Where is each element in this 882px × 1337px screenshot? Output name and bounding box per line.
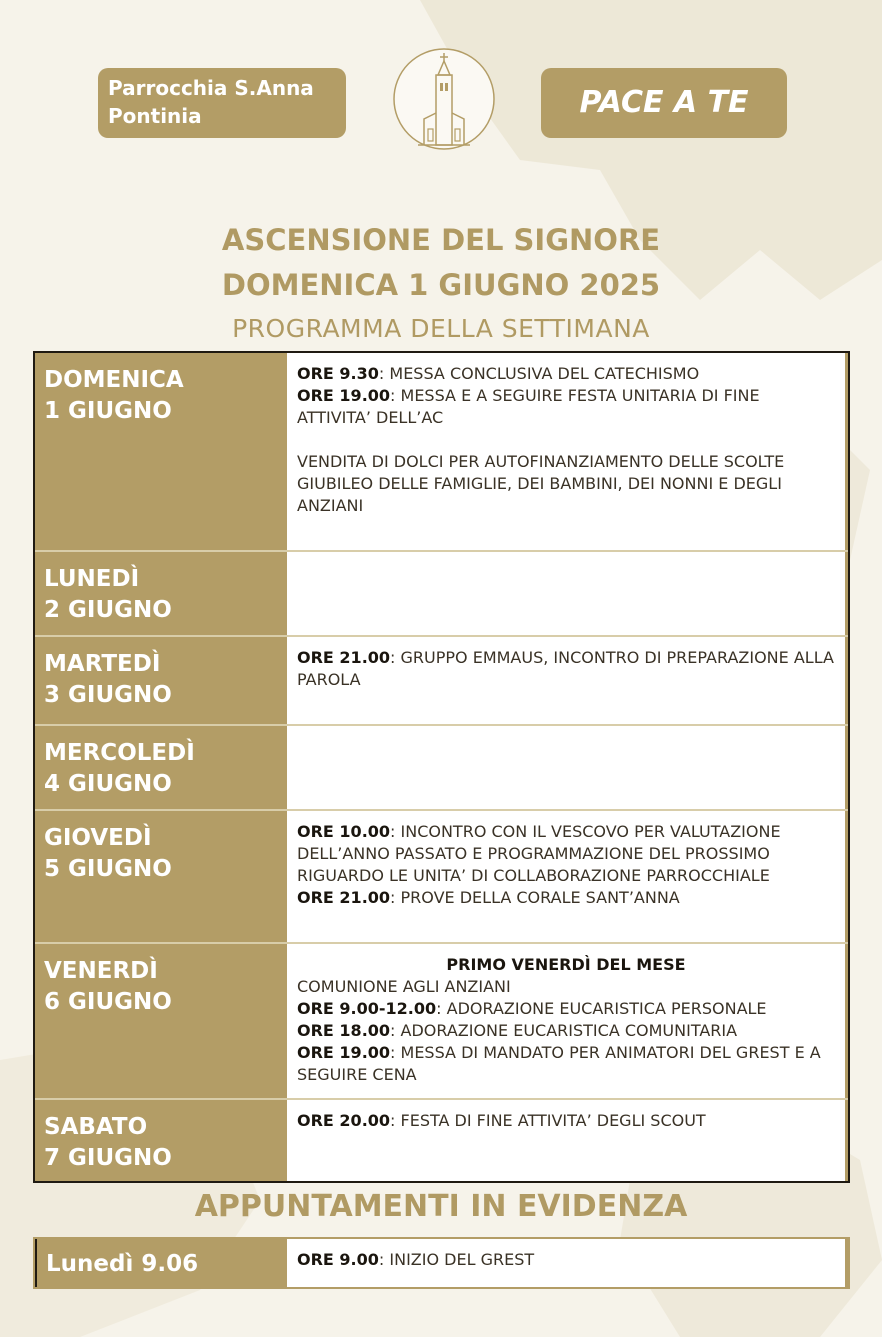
day-cell bbox=[35, 637, 287, 724]
day-cell bbox=[35, 726, 287, 809]
event-text: : FESTA DI FINE ATTIVITA’ DEGLI SCOUT bbox=[390, 1111, 706, 1130]
event-text: : MESSA CONCLUSIVA DEL CATECHISMO bbox=[378, 364, 700, 383]
day-name: LUNEDÌ bbox=[44, 566, 140, 592]
event-note: GIUBILEO DELLE FAMIGLIE, DEI BAMBINI, DEI NONNI E DEGLI ANZIANI bbox=[297, 474, 782, 515]
day-name: MERCOLEDÌ bbox=[44, 740, 195, 766]
day-date: 5 GIUGNO bbox=[44, 856, 172, 882]
church-tower-icon bbox=[392, 47, 496, 151]
day-date: 7 GIUGNO bbox=[44, 1145, 172, 1171]
feast-title: ASCENSIONE DEL SIGNORE bbox=[221, 223, 661, 257]
events-cell bbox=[287, 552, 848, 635]
events-cell bbox=[287, 726, 848, 809]
event-time: ORE 20.00 bbox=[297, 1111, 391, 1130]
parish-town: Pontinia bbox=[108, 104, 202, 128]
event-line bbox=[297, 1020, 835, 1042]
highlight-row bbox=[33, 1237, 850, 1289]
event-line bbox=[297, 887, 835, 909]
schedule-row-mercoledi bbox=[35, 724, 848, 809]
day-name: VENERDÌ bbox=[44, 958, 158, 984]
day-cell bbox=[35, 811, 287, 942]
motto-badge: PACE A TE bbox=[541, 68, 787, 138]
event-line bbox=[297, 647, 835, 691]
day-cell bbox=[35, 552, 287, 635]
schedule-row-domenica bbox=[35, 353, 848, 550]
schedule-row-martedi bbox=[35, 635, 848, 724]
day-date: 6 GIUGNO bbox=[44, 989, 172, 1015]
parish-name-badge bbox=[98, 68, 346, 138]
event-time: ORE 10.00 bbox=[297, 822, 391, 841]
program-subtitle: PROGRAMMA DELLA SETTIMANA bbox=[232, 314, 650, 343]
event-line bbox=[297, 363, 835, 385]
event-text: : MESSA DI MANDATO PER ANIMATORI DEL GREST E A SEGUIRE CENA bbox=[297, 1043, 821, 1084]
events-cell bbox=[287, 353, 848, 550]
events-cell bbox=[287, 637, 848, 724]
event-text: : MESSA E A SEGUIRE FESTA UNITARIA DI FINE ATTIVITA’ DELL’AC bbox=[297, 386, 760, 427]
event-text: : GRUPPO EMMAUS, INCONTRO DI PREPARAZIONE ALLA PAROLA bbox=[297, 648, 834, 689]
day-date: 3 GIUGNO bbox=[44, 682, 172, 708]
day-cell bbox=[35, 353, 287, 550]
day-date: 1 GIUGNO bbox=[44, 398, 172, 424]
event-line bbox=[297, 385, 835, 429]
event-note: VENDITA DI DOLCI PER AUTOFINANZIAMENTO DELLE SCOLTE bbox=[297, 452, 785, 471]
event-time: ORE 9.00-12.00 bbox=[297, 999, 437, 1018]
schedule-row-giovedi bbox=[35, 809, 848, 942]
event-time: ORE 18.00 bbox=[297, 1021, 391, 1040]
day-cell bbox=[35, 944, 287, 1098]
event-heading: PRIMO VENERDÌ DEL MESE bbox=[446, 955, 686, 974]
weekly-schedule-table bbox=[33, 351, 850, 1183]
day-name: SABATO bbox=[44, 1114, 148, 1140]
schedule-row-lunedi bbox=[35, 550, 848, 635]
event-time: ORE 21.00 bbox=[297, 888, 391, 907]
parish-name: Parrocchia S.Anna bbox=[108, 76, 314, 100]
highlight-day: Lunedì 9.06 bbox=[35, 1239, 287, 1287]
event-line bbox=[297, 998, 835, 1020]
event-line bbox=[297, 1042, 835, 1086]
event-text: : INIZIO DEL GREST bbox=[378, 1250, 535, 1269]
day-name: MARTEDÌ bbox=[44, 651, 161, 677]
day-date: 2 GIUGNO bbox=[44, 597, 172, 623]
event-text: : ADORAZIONE EUCARISTICA COMUNITARIA bbox=[390, 1021, 738, 1040]
event-time: ORE 9.30 bbox=[297, 364, 379, 383]
event-text: : ADORAZIONE EUCARISTICA PERSONALE bbox=[436, 999, 767, 1018]
day-name: GIOVEDÌ bbox=[44, 825, 152, 851]
event-text: : PROVE DELLA CORALE SANT’ANNA bbox=[390, 888, 680, 907]
highlights-title: APPUNTAMENTI IN EVIDENZA bbox=[194, 1189, 688, 1224]
events-cell bbox=[287, 1100, 848, 1181]
day-date: 4 GIUGNO bbox=[44, 771, 172, 797]
event-text: : INCONTRO CON IL VESCOVO PER VALUTAZIONE DELL’ANNO PASSATO E PROGRAMMAZIONE DEL PROSSIMO RIGUARDO LE UNITA’ DI COLLABORAZIONE PARROCCHIALE bbox=[297, 822, 781, 885]
event-time: ORE 19.00 bbox=[297, 1043, 391, 1062]
events-cell bbox=[287, 944, 848, 1098]
feast-date: DOMENICA 1 GIUGNO 2025 bbox=[221, 268, 661, 302]
event-line bbox=[297, 1110, 835, 1132]
event-time: ORE 19.00 bbox=[297, 386, 391, 405]
events-cell bbox=[287, 811, 848, 942]
event-time: ORE 21.00 bbox=[297, 648, 391, 667]
events-cell bbox=[287, 1239, 848, 1287]
event-line bbox=[297, 821, 835, 887]
schedule-row-venerdi bbox=[35, 942, 848, 1098]
event-note: COMUNIONE AGLI ANZIANI bbox=[297, 977, 511, 996]
event-time: ORE 9.00 bbox=[297, 1250, 379, 1269]
day-name: DOMENICA bbox=[44, 367, 184, 393]
day-cell bbox=[35, 1100, 287, 1181]
schedule-row-sabato bbox=[35, 1098, 848, 1181]
